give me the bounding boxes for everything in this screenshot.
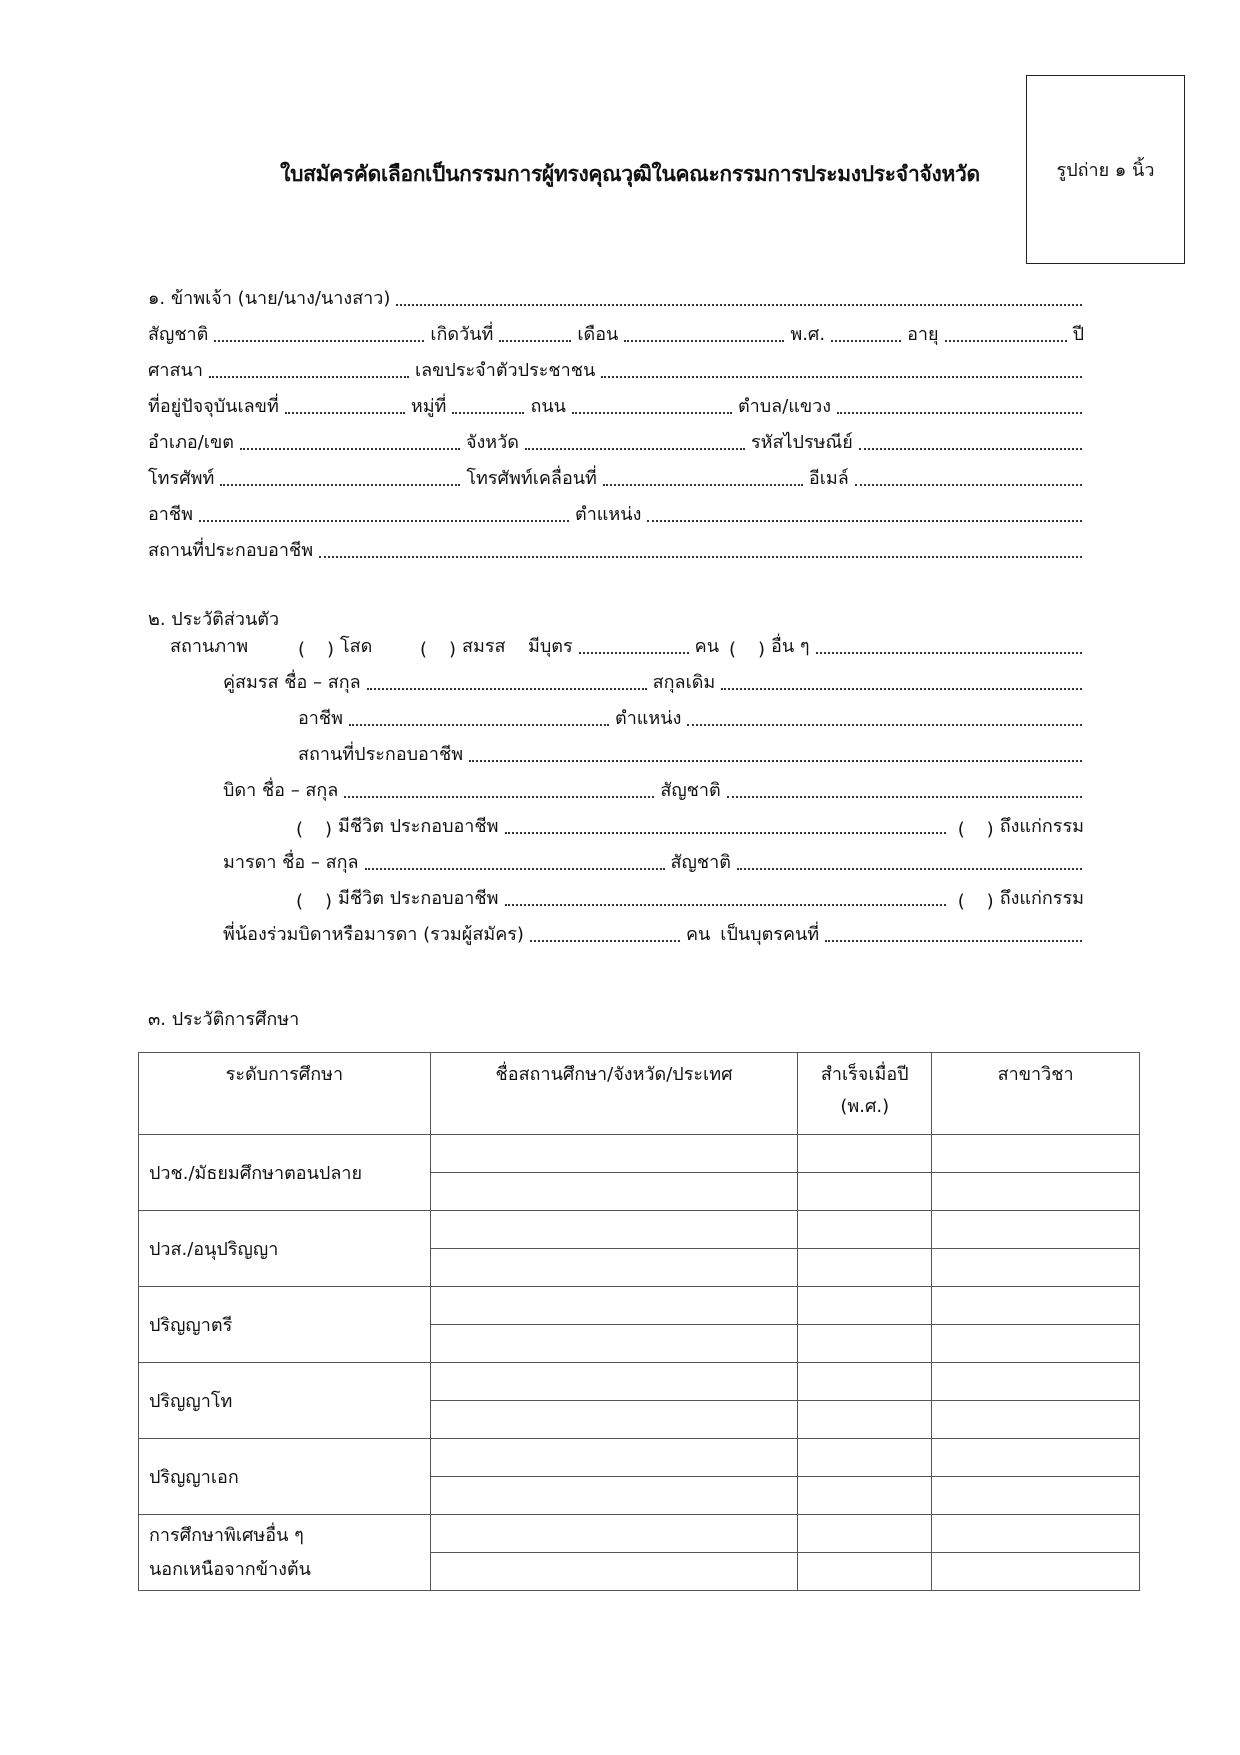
education-table-header (139, 1053, 1140, 1135)
province-field[interactable] (525, 448, 745, 450)
single-label: โสด (340, 636, 373, 657)
nationality-field[interactable] (214, 340, 424, 342)
religion-label: ศาสนา (148, 360, 203, 381)
mother-occupation-field[interactable] (505, 904, 946, 906)
major-cell[interactable] (932, 1553, 1140, 1591)
spouse-occupation-row (298, 702, 1088, 732)
major-cell[interactable] (932, 1287, 1140, 1325)
name-row (148, 282, 1088, 312)
spouse-position-label: ตำแหน่ง (615, 708, 682, 729)
district-label: อำเภอ/เขต (148, 432, 234, 453)
spouse-name-label: คู่สมรส ชื่อ – สกุล (223, 672, 361, 693)
institution-cell[interactable] (430, 1439, 798, 1477)
year-cell[interactable] (798, 1287, 932, 1325)
major-cell[interactable] (932, 1135, 1140, 1173)
year-cell[interactable] (798, 1325, 932, 1363)
father-alive-label: มีชีวิต ประกอบอาชีพ (338, 816, 499, 837)
id-number-label: เลขประจำตัวประชาชน (414, 360, 596, 381)
header-level: ระดับการศึกษา (139, 1053, 431, 1135)
spouse-name-row (223, 666, 1088, 696)
religion-row (148, 354, 1088, 384)
children-persons-label: คน (694, 636, 720, 657)
moo-label: หมู่ที่ (410, 396, 447, 417)
mobile-field[interactable] (603, 484, 803, 486)
birth-day-label: เกิดวันที่ (430, 324, 494, 345)
header-institution: ชื่อสถานศึกษา/จังหวัด/ประเทศ (430, 1053, 798, 1135)
age-field[interactable] (945, 340, 1067, 342)
children-label: มีบุตร (528, 636, 573, 657)
year-field[interactable] (831, 340, 901, 342)
spouse-name-field[interactable] (367, 688, 647, 690)
institution-cell[interactable] (430, 1553, 798, 1591)
section2-heading: ๒. ประวัติส่วนตัว (148, 609, 280, 630)
email-label: อีเมล์ (808, 468, 849, 489)
other-status-label: อื่น ๆ (771, 636, 810, 657)
level-bachelor: ปริญญาตรี (139, 1287, 431, 1363)
spouse-maiden-field[interactable] (721, 688, 1082, 690)
institution-cell[interactable] (430, 1363, 798, 1401)
father-occupation-field[interactable] (505, 832, 946, 834)
spouse-occupation-field[interactable] (349, 724, 609, 726)
siblings-persons-label: คน (685, 924, 711, 945)
year-cell[interactable] (798, 1135, 932, 1173)
mobile-label: โทรศัพท์เคลื่อนที่ (466, 468, 597, 489)
level-master: ปริญญาโท (139, 1363, 431, 1439)
mother-name-field[interactable] (365, 868, 665, 870)
father-alive-checkbox[interactable]: ( ) (296, 819, 332, 840)
moo-field[interactable] (452, 412, 524, 414)
mother-nationality-label: สัญชาติ (670, 852, 731, 873)
phone-row (148, 462, 1088, 492)
postcode-field[interactable] (859, 448, 1082, 450)
father-name-row (223, 774, 1088, 804)
institution-cell[interactable] (430, 1173, 798, 1211)
month-label: เดือน (577, 324, 619, 345)
married-checkbox[interactable]: ( ) (420, 639, 456, 660)
district-row (148, 426, 1088, 456)
institution-cell[interactable] (430, 1135, 798, 1173)
age-label: อายุ (907, 324, 939, 345)
institution-cell[interactable] (430, 1325, 798, 1363)
year-cell[interactable] (798, 1363, 932, 1401)
siblings-label: พี่น้องร่วมบิดาหรือมารดา (รวมผู้สมัคร) (223, 924, 524, 945)
address-no-field[interactable] (285, 412, 405, 414)
form-title: ใบสมัครคัดเลือกเป็นกรรมการผู้ทรงคุณวุฒิในคณะกรรมการประมงประจำจังหวัด (280, 162, 980, 186)
spouse-workplace-row (298, 738, 1088, 768)
single-checkbox[interactable]: ( ) (298, 639, 334, 660)
year-cell[interactable] (798, 1249, 932, 1287)
child-order-field[interactable] (825, 940, 1082, 942)
table-row (139, 1439, 1140, 1477)
spouse-workplace-label: สถานที่ประกอบอาชีพ (298, 744, 464, 765)
marital-status-row (170, 630, 1088, 660)
mother-name-label: มารดา ชื่อ – สกุล (223, 852, 359, 873)
table-row (139, 1211, 1140, 1249)
father-name-field[interactable] (344, 796, 654, 798)
photo-label: รูปถ่าย ๑ นิ้ว (1056, 160, 1155, 181)
year-cell[interactable] (798, 1211, 932, 1249)
major-cell[interactable] (932, 1325, 1140, 1363)
email-field[interactable] (855, 484, 1082, 486)
year-cell[interactable] (798, 1173, 932, 1211)
father-nationality-label: สัญชาติ (660, 780, 721, 801)
photo-placeholder (1026, 75, 1185, 264)
major-cell[interactable] (932, 1477, 1140, 1515)
institution-cell[interactable] (430, 1477, 798, 1515)
nationality-row (148, 318, 1088, 348)
major-cell[interactable] (932, 1173, 1140, 1211)
subdistrict-label: ตำบล/แขวง (737, 396, 832, 417)
level-special-line2: นอกเหนือจากข้างต้น (149, 1558, 311, 1580)
workplace-field[interactable] (319, 556, 1082, 558)
table-row (139, 1515, 1140, 1553)
marital-status-label: สถานภาพ (170, 636, 249, 657)
mother-alive-checkbox[interactable]: ( ) (296, 891, 332, 912)
table-row (139, 1363, 1140, 1401)
phone-field[interactable] (220, 484, 460, 486)
table-row (139, 1135, 1140, 1173)
spouse-workplace-field[interactable] (469, 760, 1082, 762)
year-cell[interactable] (798, 1401, 932, 1439)
level-special-line1: การศึกษาพิเศษอื่น ๆ (149, 1524, 304, 1546)
phone-label: โทรศัพท์ (148, 468, 215, 489)
name-label: ๑. ข้าพเจ้า (นาย/นาง/นางสาว) (148, 288, 391, 309)
district-field[interactable] (240, 448, 460, 450)
father-deceased-label: ถึงแก่กรรม (999, 816, 1084, 837)
birth-day-field[interactable] (499, 340, 571, 342)
siblings-count-field[interactable] (530, 940, 680, 942)
institution-cell[interactable] (430, 1287, 798, 1325)
year-cell[interactable] (798, 1515, 932, 1553)
occupation-field[interactable] (199, 520, 569, 522)
address-no-label: ที่อยู่ปัจจุบันเลขที่ (148, 396, 279, 417)
married-label: สมรส (462, 636, 506, 657)
position-label: ตำแหน่ง (575, 504, 642, 525)
other-status-checkbox[interactable]: ( ) (729, 639, 766, 660)
year-cell[interactable] (798, 1553, 932, 1591)
spouse-maiden-label: สกุลเดิม (652, 672, 716, 693)
child-order-label: เป็นบุตรคนที่ (720, 924, 820, 945)
postcode-label: รหัสไปรษณีย์ (750, 432, 853, 453)
spouse-occupation-label: อาชีพ (298, 708, 343, 729)
table-row (139, 1287, 1140, 1325)
level-special (139, 1515, 431, 1591)
level-diploma: ปวส./อนุปริญญา (139, 1211, 431, 1287)
province-label: จังหวัด (465, 432, 519, 453)
other-status-field[interactable] (816, 652, 1082, 654)
level-upper-secondary: ปวช./มัธยมศึกษาตอนปลาย (139, 1135, 431, 1211)
road-field[interactable] (572, 412, 732, 414)
spouse-position-field[interactable] (687, 724, 1082, 726)
occupation-row (148, 498, 1088, 528)
siblings-row (223, 918, 1088, 948)
institution-cell[interactable] (430, 1211, 798, 1249)
father-status-row (290, 810, 1088, 840)
year-cell[interactable] (798, 1477, 932, 1515)
position-field[interactable] (647, 520, 1082, 522)
mother-status-row (290, 882, 1088, 912)
workplace-row (148, 534, 1088, 564)
nationality-label: สัญชาติ (148, 324, 209, 345)
mother-nationality-field[interactable] (737, 868, 1082, 870)
mother-deceased-label: ถึงแก่กรรม (999, 888, 1084, 909)
major-cell[interactable] (932, 1363, 1140, 1401)
children-field[interactable] (579, 652, 689, 654)
major-cell[interactable] (932, 1439, 1140, 1477)
religion-field[interactable] (209, 376, 409, 378)
father-name-label: บิดา ชื่อ – สกุล (223, 780, 339, 801)
mother-alive-label: มีชีวิต ประกอบอาชีพ (338, 888, 499, 909)
major-cell[interactable] (932, 1211, 1140, 1249)
workplace-label: สถานที่ประกอบอาชีพ (148, 540, 314, 561)
name-field[interactable] (396, 304, 1082, 306)
level-doctorate: ปริญญาเอก (139, 1439, 431, 1515)
mother-deceased-checkbox[interactable]: ( ) (957, 891, 994, 912)
section3-heading: ๓. ประวัติการศึกษา (148, 1009, 300, 1030)
institution-cell[interactable] (430, 1249, 798, 1287)
header-year-line1: สำเร็จเมื่อปี (820, 1064, 909, 1085)
major-cell[interactable] (932, 1249, 1140, 1287)
month-field[interactable] (624, 340, 784, 342)
year-label: พ.ศ. (790, 324, 826, 345)
mother-name-row (223, 846, 1088, 876)
education-table (138, 1052, 1140, 1591)
year-cell[interactable] (798, 1439, 932, 1477)
father-deceased-checkbox[interactable]: ( ) (957, 819, 994, 840)
occupation-label: อาชีพ (148, 504, 193, 525)
institution-cell[interactable] (430, 1401, 798, 1439)
header-year (798, 1053, 932, 1135)
father-nationality-field[interactable] (727, 796, 1082, 798)
age-unit-label: ปี (1072, 324, 1084, 345)
header-year-line2: (พ.ศ.) (840, 1096, 890, 1117)
institution-cell[interactable] (430, 1515, 798, 1553)
subdistrict-field[interactable] (837, 412, 1082, 414)
id-number-field[interactable] (601, 376, 1082, 378)
major-cell[interactable] (932, 1515, 1140, 1553)
major-cell[interactable] (932, 1401, 1140, 1439)
address-row (148, 390, 1088, 420)
header-major: สาขาวิชา (932, 1053, 1140, 1135)
road-label: ถนน (530, 396, 566, 417)
